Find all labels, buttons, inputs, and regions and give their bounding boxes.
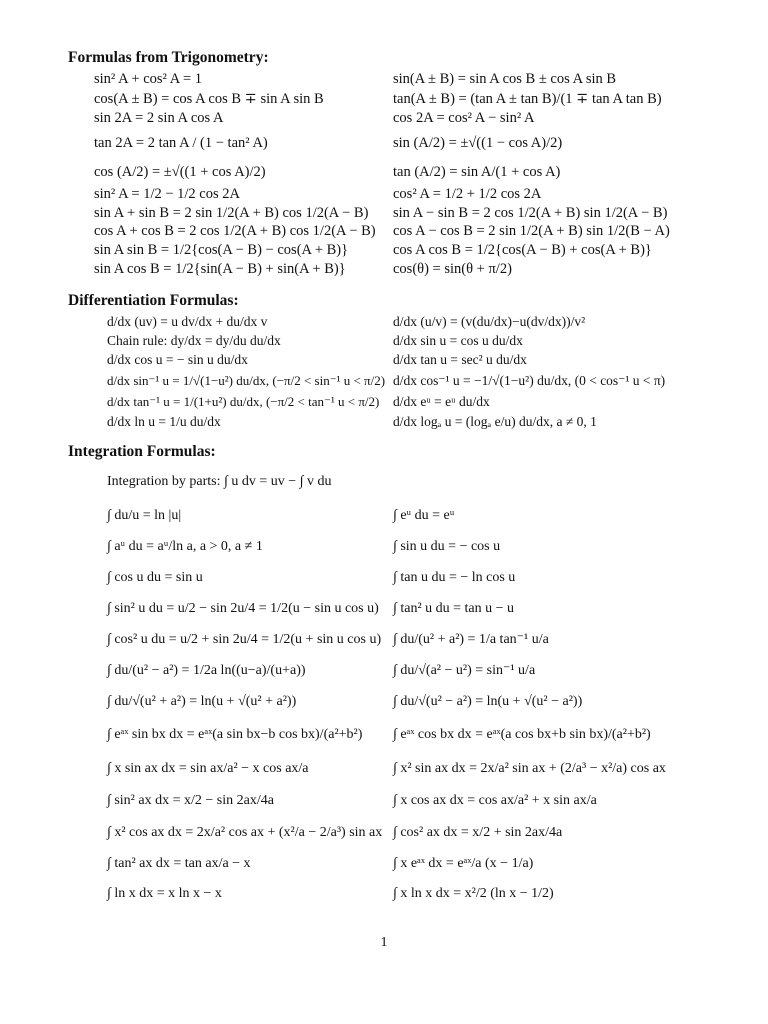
integ-formula: ∫ sin² ax dx = x/2 − sin 2ax/4a (107, 793, 274, 808)
diff-formula: d/dx sin⁻¹ u = 1/√(1−u²) du/dx, (−π/2 < sin⁻¹ u < π/2) (107, 373, 386, 388)
trig-formula: tan (A/2) = sin A/(1 + cos A) (393, 164, 561, 180)
trig-formula: sin² A + cos² A = 1 (94, 71, 203, 87)
integration-by-parts: Integration by parts: ∫ u dv = uv − ∫ v du (107, 474, 332, 489)
integ-formula: ∫ du/(u² − a²) = 1/2a ln((u−a)/(u+a)) (107, 663, 306, 678)
trig-formula: cos A + cos B = 2 cos 1/2(A + B) cos 1/2(A − B) (94, 223, 376, 239)
integ-formula: ∫ eᵃˣ cos bx dx = eᵃˣ(a cos bx+b sin bx)/(a²+b²) (393, 727, 651, 742)
diff-formula: d/dx (u/v) = (v(du/dx)−u(dv/dx))/v² (393, 314, 586, 329)
integ-formula: ∫ du/u = ln |u| (107, 508, 182, 523)
integ-formula: ∫ x cos ax dx = cos ax/a² + x sin ax/a (393, 793, 597, 808)
trig-formula: cos(θ) = sin(θ + π/2) (393, 261, 512, 277)
integ-formula: ∫ tan² ax dx = tan ax/a − x (107, 856, 251, 871)
trig-formula: cos² A = 1/2 + 1/2 cos 2A (393, 186, 542, 202)
diff-formula: d/dx tan u = sec² u du/dx (393, 352, 527, 367)
integ-formula: ∫ eᵃˣ sin bx dx = eᵃˣ(a sin bx−b cos bx)/(a²+b²) (107, 727, 363, 742)
diff-formula: d/dx cos u = − sin u du/dx (107, 352, 248, 367)
trig-formula: sin A sin B = 1/2{cos(A − B) − cos(A + B)} (94, 242, 349, 258)
trig-formula: sin A + sin B = 2 sin 1/2(A + B) cos 1/2(A − B) (94, 205, 369, 221)
integ-formula: ∫ cos² u du = u/2 + sin 2u/4 = 1/2(u + sin u cos u) (107, 632, 382, 647)
trig-formula: sin (A/2) = ±√((1 − cos A)/2) (393, 135, 563, 151)
integ-formula: ∫ x eᵃˣ dx = eᵃˣ/a (x − 1/a) (393, 856, 534, 871)
integ-formula: ∫ tan u du = − ln cos u (393, 570, 516, 585)
integ-formula: ∫ du/√(a² − u²) = sin⁻¹ u/a (393, 663, 536, 678)
diff-formula: d/dx eᵘ = eᵘ du/dx (393, 394, 490, 409)
integ-formula: ∫ aᵘ du = aᵘ/ln a, a > 0, a ≠ 1 (107, 539, 263, 554)
integ-formula: ∫ du/√(u² + a²) = ln(u + √(u² + a²)) (107, 694, 297, 709)
trig-formula: cos (A/2) = ±√((1 + cos A)/2) (94, 164, 266, 180)
integ-formula: ∫ x sin ax dx = sin ax/a² − x cos ax/a (107, 761, 309, 776)
integ-formula: ∫ cos² ax dx = x/2 + sin 2ax/4a (393, 825, 563, 840)
integ-formula: ∫ sin² u du = u/2 − sin 2u/4 = 1/2(u − sin u cos u) (107, 601, 379, 616)
trig-formula: sin(A ± B) = sin A cos B ± cos A sin B (393, 71, 617, 87)
diff-formula: Chain rule: dy/dx = dy/du du/dx (107, 333, 281, 348)
integ-formula: ∫ eᵘ du = eᵘ (393, 508, 455, 523)
integ-formula: ∫ du/√(u² − a²) = ln(u + √(u² − a²)) (393, 694, 583, 709)
integ-formula: ∫ x ln x dx = x²/2 (ln x − 1/2) (393, 886, 554, 901)
trig-formula: cos 2A = cos² A − sin² A (393, 110, 535, 126)
trig-section-title: Formulas from Trigonometry: (68, 49, 269, 66)
trig-formula: tan(A ± B) = (tan A ± tan B)/(1 ∓ tan A tan B) (393, 91, 662, 107)
trig-formula: cos A − cos B = 2 sin 1/2(A + B) sin 1/2(B − A) (393, 223, 670, 239)
diff-formula: d/dx logₐ u = (logₐ e/u) du/dx, a ≠ 0, 1 (393, 414, 597, 429)
integ-formula: ∫ x² cos ax dx = 2x/a² cos ax + (x²/a − 2/a³) sin ax (107, 825, 383, 840)
trig-formula: sin² A = 1/2 − 1/2 cos 2A (94, 186, 240, 202)
diff-formula: d/dx cos⁻¹ u = −1/√(1−u²) du/dx, (0 < cos⁻¹ u < π) (393, 373, 666, 388)
integ-formula: ∫ ln x dx = x ln x − x (107, 886, 222, 901)
page-number: 1 (380, 935, 388, 950)
diff-formula: d/dx tan⁻¹ u = 1/(1+u²) du/dx, (−π/2 < tan⁻¹ u < π/2) (107, 394, 380, 409)
trig-formula: cos A cos B = 1/2{cos(A − B) + cos(A + B)} (393, 242, 652, 258)
trig-formula: sin A cos B = 1/2{sin(A − B) + sin(A + B)} (94, 261, 346, 277)
integ-formula: ∫ du/(u² + a²) = 1/a tan⁻¹ u/a (393, 632, 549, 647)
integ-formula: ∫ tan² u du = tan u − u (393, 601, 515, 616)
integ-formula: ∫ sin u du = − cos u (393, 539, 501, 554)
trig-formula: sin A − sin B = 2 cos 1/2(A + B) sin 1/2(A − B) (393, 205, 668, 221)
integ-section-title: Integration Formulas: (68, 443, 216, 460)
diff-formula: d/dx ln u = 1/u du/dx (107, 414, 221, 429)
integ-formula: ∫ cos u du = sin u (107, 570, 203, 585)
diff-section-title: Differentiation Formulas: (68, 292, 239, 309)
trig-formula: cos(A ± B) = cos A cos B ∓ sin A sin B (94, 91, 324, 107)
trig-formula: sin 2A = 2 sin A cos A (94, 110, 224, 126)
integ-formula: ∫ x² sin ax dx = 2x/a² sin ax + (2/a³ − x²/a) cos ax (393, 761, 666, 776)
diff-formula: d/dx sin u = cos u du/dx (393, 333, 523, 348)
trig-formula: tan 2A = 2 tan A / (1 − tan² A) (94, 135, 268, 151)
diff-formula: d/dx (uv) = u dv/dx + du/dx v (107, 314, 268, 329)
